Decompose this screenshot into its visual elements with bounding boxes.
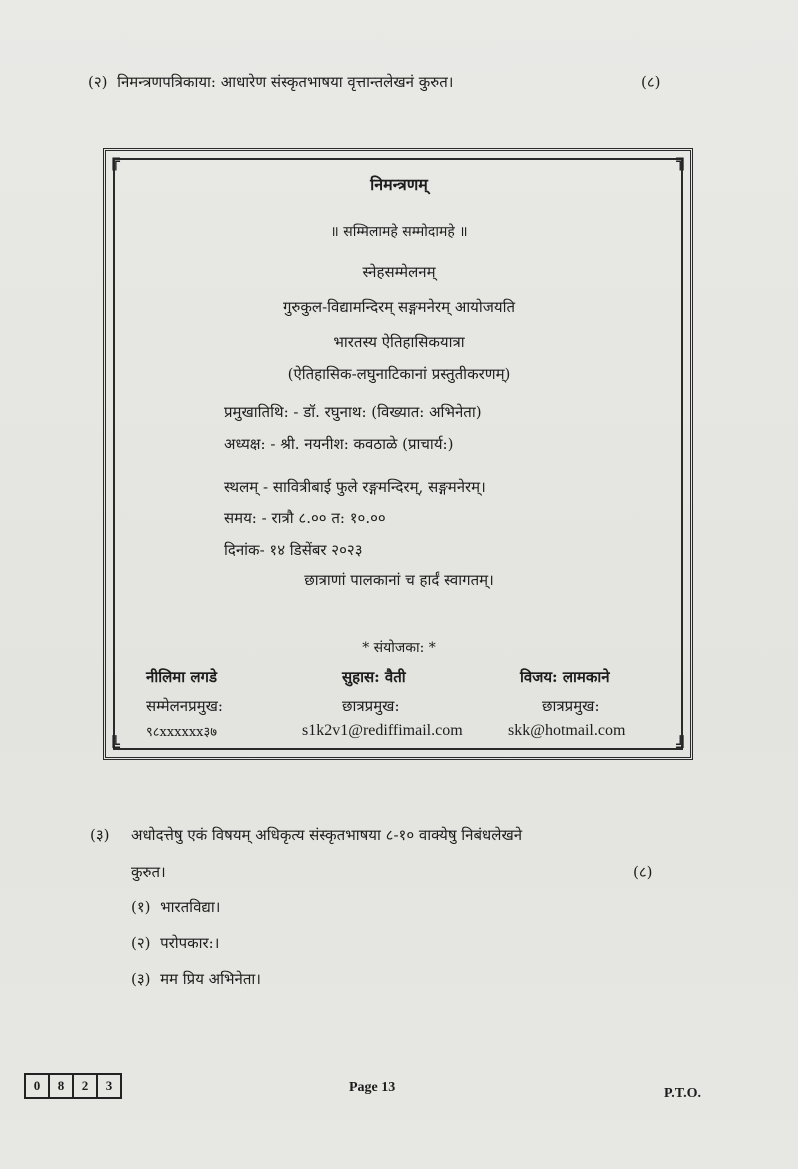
code-digit-2: 8	[50, 1075, 74, 1097]
option-3	[131, 969, 261, 989]
option-3-label: मम प्रिय अभिनेता।	[160, 970, 261, 988]
question-3-number: (३)	[90, 826, 110, 844]
option-1-label: भारतविद्या।	[160, 898, 221, 916]
organizer-1-contact: ९८xxxxxx३७	[146, 725, 218, 740]
organizer-3-role: छात्रप्रमुख:	[542, 697, 600, 715]
invitation-title: निमन्त्रणम्	[370, 175, 428, 194]
page-number: Page 13	[349, 1080, 396, 1095]
question-2	[88, 72, 453, 92]
organizer-1-role: सम्मेलनप्रमुख:	[146, 697, 223, 715]
corner-ornament-bottom-right: ╝	[676, 736, 687, 757]
organizer-2-role: छात्रप्रमुख:	[342, 697, 400, 715]
invitation-date: दिनांक- १४ डिसेंबर २०२३	[224, 541, 363, 559]
invitation-program: भारतस्य ऐतिहासिकयात्रा	[333, 333, 465, 351]
organizer-3-email: skk@hotmail.com	[508, 722, 626, 739]
option-2-label: परोपकार:।	[160, 934, 220, 952]
option-3-number: (३)	[131, 970, 151, 988]
option-1-number: (१)	[131, 898, 151, 916]
invitation-chief-guest: प्रमुखातिथि: - डॉ. रघुनाथ: (विख्यात: अभिनेता)	[224, 403, 482, 421]
code-digit-4: 3	[105, 1078, 113, 1093]
paper-code-box	[24, 1073, 122, 1099]
organizer-1-name: नीलिमा लगडे	[146, 668, 217, 686]
invitation-time: समय: - रात्रौ ८.०० त: १०.००	[224, 509, 386, 527]
organizer-2-name: सुहास: वैती	[342, 668, 406, 686]
question-3-text-line1: अधोदत्तेषु एकं विषयम् अधिकृत्य संस्कृतभाषया ८-१० वाक्येषु निबंधलेखने	[131, 826, 523, 844]
corner-ornament-bottom-left: ╚	[109, 736, 120, 757]
option-2	[131, 933, 219, 953]
invitation-host-line: गुरुकुल-विद्यामन्दिरम् सङ्गमनेरम् आयोजयति	[282, 298, 516, 316]
question-2-text: निमन्त्रणपत्रिकाया: आधारेण संस्कृतभाषया वृत्तान्तलेखनं कुरुत।	[117, 73, 454, 91]
corner-ornament-top-right: ╗	[676, 150, 687, 171]
organizer-3-name: विजय: लामकाने	[520, 668, 610, 686]
code-digit-3: 2	[74, 1075, 98, 1097]
invitation-venue: स्थलम् - सावित्रीबाई फुले रङ्गमन्दिरम्, सङ्गमनेरम्।	[224, 478, 486, 496]
invitation-program-detail: (ऐतिहासिक-लघुनाटिकानां प्रस्तुतीकरणम्)	[287, 365, 511, 383]
invitation-welcome: छात्राणां पालकानां च हार्दं स्वागतम्।	[304, 571, 494, 589]
invitation-president: अध्यक्ष: - श्री. नयनीश: कवठाळे (प्राचार्य:)	[224, 435, 454, 453]
option-1	[131, 897, 220, 917]
corner-ornament-top-left: ╔	[109, 150, 120, 171]
question-3-text-line2: कुरुत।	[131, 863, 166, 881]
question-2-number: (२)	[88, 73, 108, 91]
option-2-number: (२)	[131, 934, 151, 952]
organizer-2-email: s1k2v1@rediffimail.com	[302, 722, 463, 739]
invitation-card-inner-border	[113, 158, 683, 750]
question-2-marks: (८)	[641, 73, 661, 91]
question-3-marks: (८)	[633, 863, 653, 881]
pto-label: P.T.O.	[664, 1086, 701, 1101]
invitation-greeting: ॥ सम्मिलामहे सम्मोदामहे ॥	[330, 224, 468, 240]
code-digit-1: 0	[26, 1075, 50, 1097]
invitation-event: स्नेहसम्मेलनम्	[362, 263, 436, 281]
organizers-heading: * संयोजका: *	[362, 640, 436, 656]
